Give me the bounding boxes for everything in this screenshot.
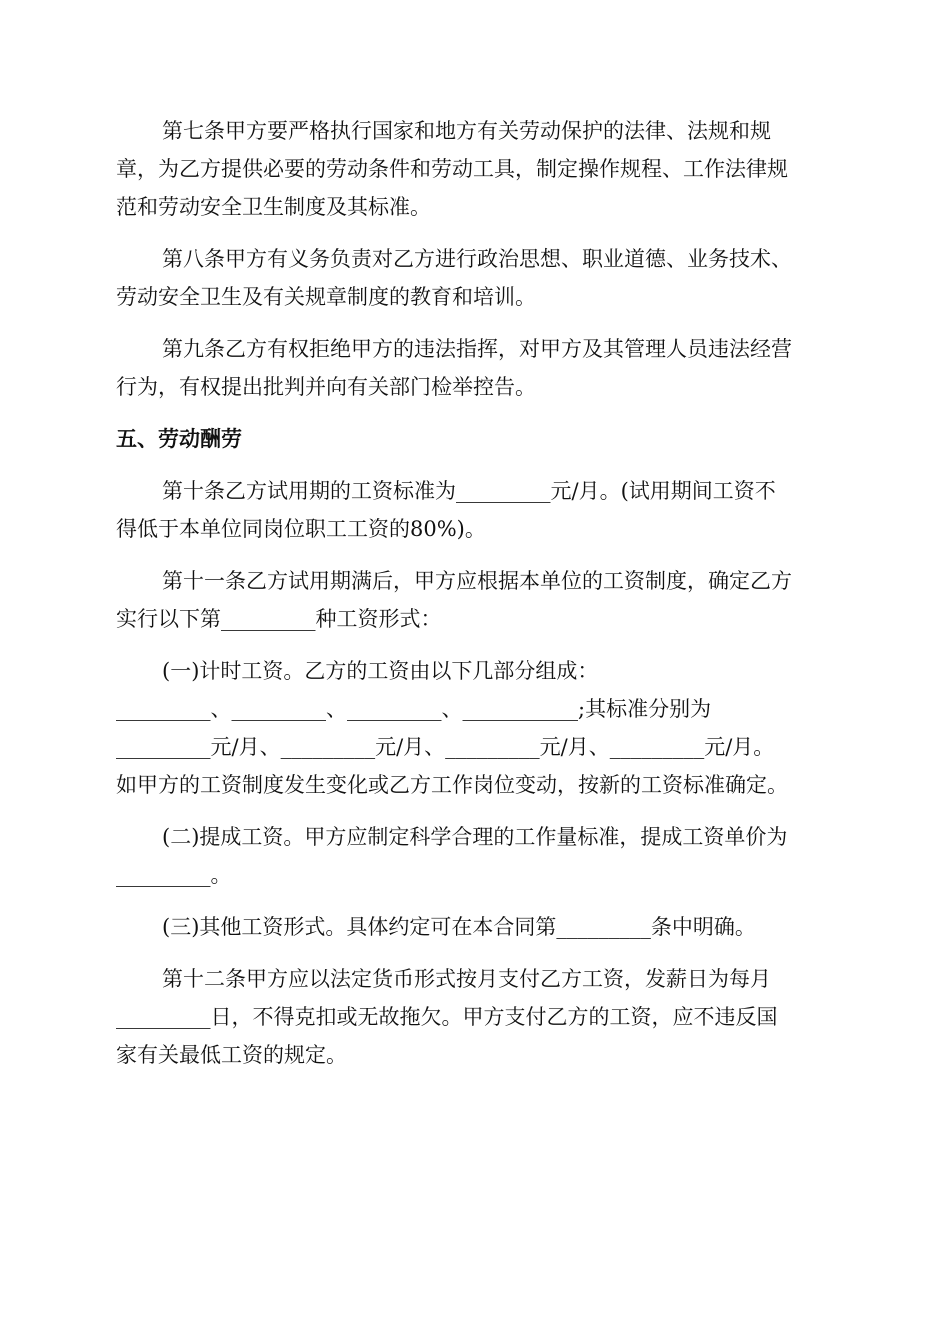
article-10-line-2: 得低于本单位同岗位职工工资的80%)。 [116,517,486,541]
wage-form-other [116,908,836,946]
wage-form-commission [116,818,836,894]
wage-form-hourly-line-2: _________、_________、_________、___________;其标准分别为 [116,697,712,721]
wage-form-other-line-1: (三)其他工资形式。具体约定可在本合同第_________条中明确。 [162,915,756,939]
article-12-line-3: 家有关最低工资的规定。 [116,1043,347,1067]
wage-form-commission-line-2: _________。 [116,863,232,887]
article-11-line-2: 实行以下第_________种工资形式： [116,607,442,631]
article-11 [116,562,836,638]
article-12 [116,960,836,1074]
article-8-line-1: 第八条甲方有义务负责对乙方进行政治思想、职业道德、业务技术、 [162,247,792,271]
article-7-line-1: 第七条甲方要严格执行国家和地方有关劳动保护的法律、法规和规 [162,119,771,143]
article-9-line-1: 第九条乙方有权拒绝甲方的违法指挥，对甲方及其管理人员违法经营 [162,337,792,361]
article-8-line-2: 劳动安全卫生及有关规章制度的教育和培训。 [116,285,536,309]
wage-form-hourly-line-1: (一)计时工资。乙方的工资由以下几部分组成： [162,659,599,683]
article-9 [116,330,836,406]
article-10 [116,472,836,548]
wage-form-hourly-line-4: 如甲方的工资制度发生变化或乙方工作岗位变动，按新的工资标准确定。 [116,773,788,797]
article-7-line-3: 范和劳动安全卫生制度及其标准。 [116,195,431,219]
article-10-line-1: 第十条乙方试用期的工资标准为_________元/月。(试用期间工资不 [162,479,776,503]
wage-form-hourly [116,652,836,804]
article-7 [116,112,836,226]
section-heading-remuneration: 五、劳动酬劳 [116,427,242,451]
article-12-line-1: 第十二条甲方应以法定货币形式按月支付乙方工资，发薪日为每月 [162,967,771,991]
article-9-line-2: 行为，有权提出批判并向有关部门检举控告。 [116,375,536,399]
document-page [116,112,836,1088]
wage-form-hourly-line-3: _________元/月、_________元/月、_________元/月、_________元/月。 [116,735,775,759]
article-11-line-1: 第十一条乙方试用期满后，甲方应根据本单位的工资制度，确定乙方 [162,569,792,593]
article-8 [116,240,836,316]
article-12-line-2: _________日，不得克扣或无故拖欠。甲方支付乙方的工资，应不违反国 [116,1005,778,1029]
article-7-line-2: 章，为乙方提供必要的劳动条件和劳动工具，制定操作规程、工作法律规 [116,157,788,181]
wage-form-commission-line-1: (二)提成工资。甲方应制定科学合理的工作量标准，提成工资单价为 [162,825,788,849]
